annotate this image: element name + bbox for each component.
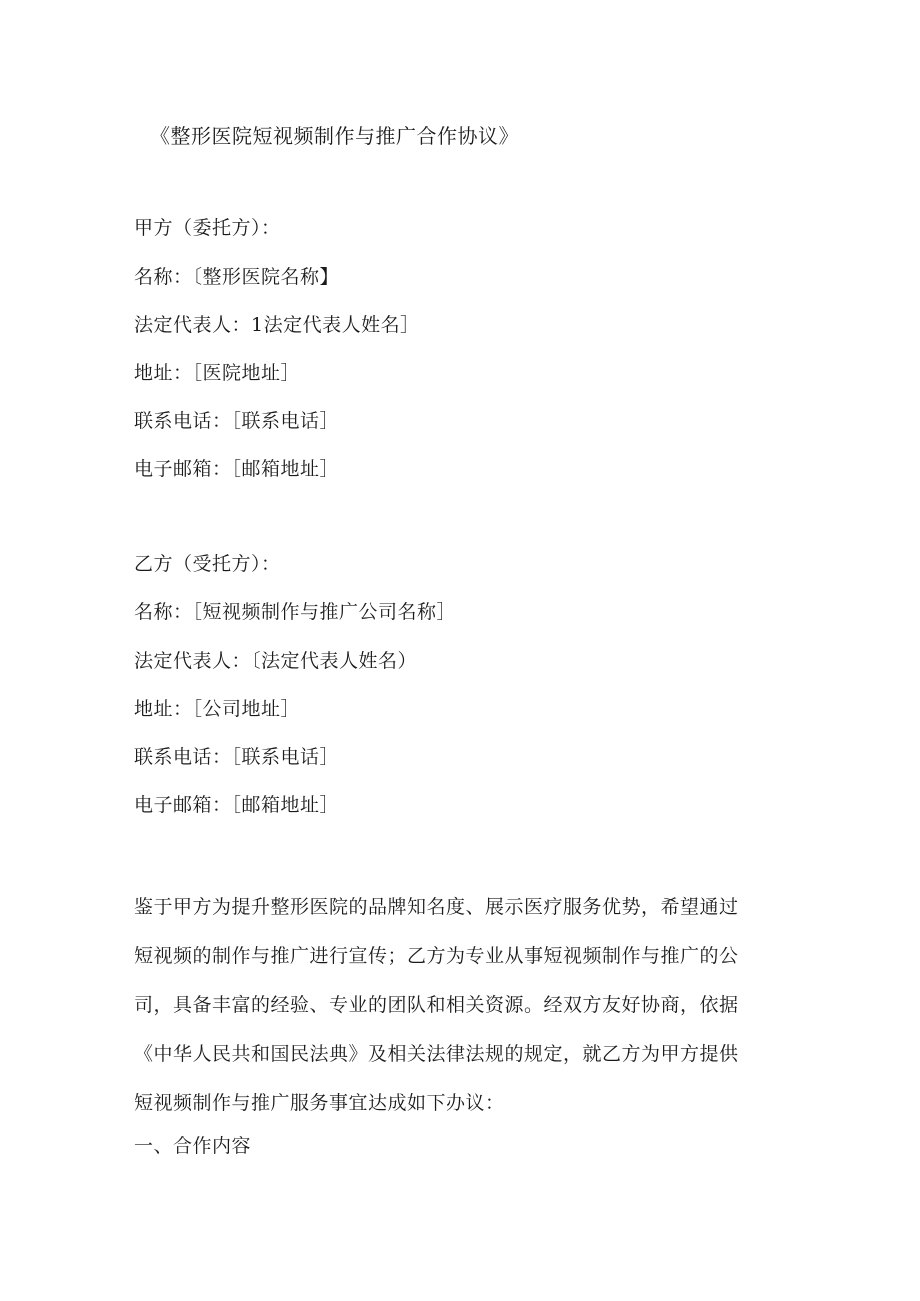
- preamble-line: 短视频制作与推广服务事宜达成如下办议：: [134, 1092, 505, 1114]
- party-a-phone: 联系电话：［联系电话］: [134, 410, 340, 432]
- preamble-line: 鉴于甲方为提升整形医院的品牌知名度、展示医疗服务优势，希望通过: [134, 896, 739, 918]
- party-a-heading: 甲方（委托方）：: [134, 217, 281, 239]
- party-a-address: 地址：［医院地址］: [134, 362, 301, 384]
- preamble-line: 短视频的制作与推广进行宣传；乙方为专业从事短视频制作与推广的公: [134, 945, 739, 967]
- document-title: 《整形医院短视频制作与推广合作协议》: [150, 124, 519, 148]
- party-b-phone: 联系电话：［联系电话］: [134, 746, 340, 768]
- preamble-line: 《中华人民共和国民法典》及相关法律法规的规定，就乙方为甲方提供: [134, 1043, 739, 1065]
- party-b-email: 电子邮箱：［邮箱地址］: [134, 794, 340, 816]
- party-a-name: 名称：〔整形医院名称】: [134, 266, 340, 288]
- party-b-legal-rep: 法定代表人：〔法定代表人姓名）: [134, 650, 418, 672]
- party-b-address: 地址：［公司地址］: [134, 698, 301, 720]
- section-heading-cooperation: 一、合作内容: [134, 1135, 252, 1157]
- party-a-email: 电子邮箱：［邮箱地址］: [134, 458, 340, 480]
- preamble-line: 司，具备丰富的经验、专业的团队和相关资源。经双方友好协商，依据: [134, 994, 739, 1016]
- party-a-legal-rep: 法定代表人：1法定代表人姓名］: [134, 314, 420, 336]
- preamble-paragraph: [134, 883, 774, 1128]
- party-b-heading: 乙方（受托方）：: [134, 553, 281, 575]
- party-b-name: 名称：［短视频制作与推广公司名称］: [134, 601, 457, 623]
